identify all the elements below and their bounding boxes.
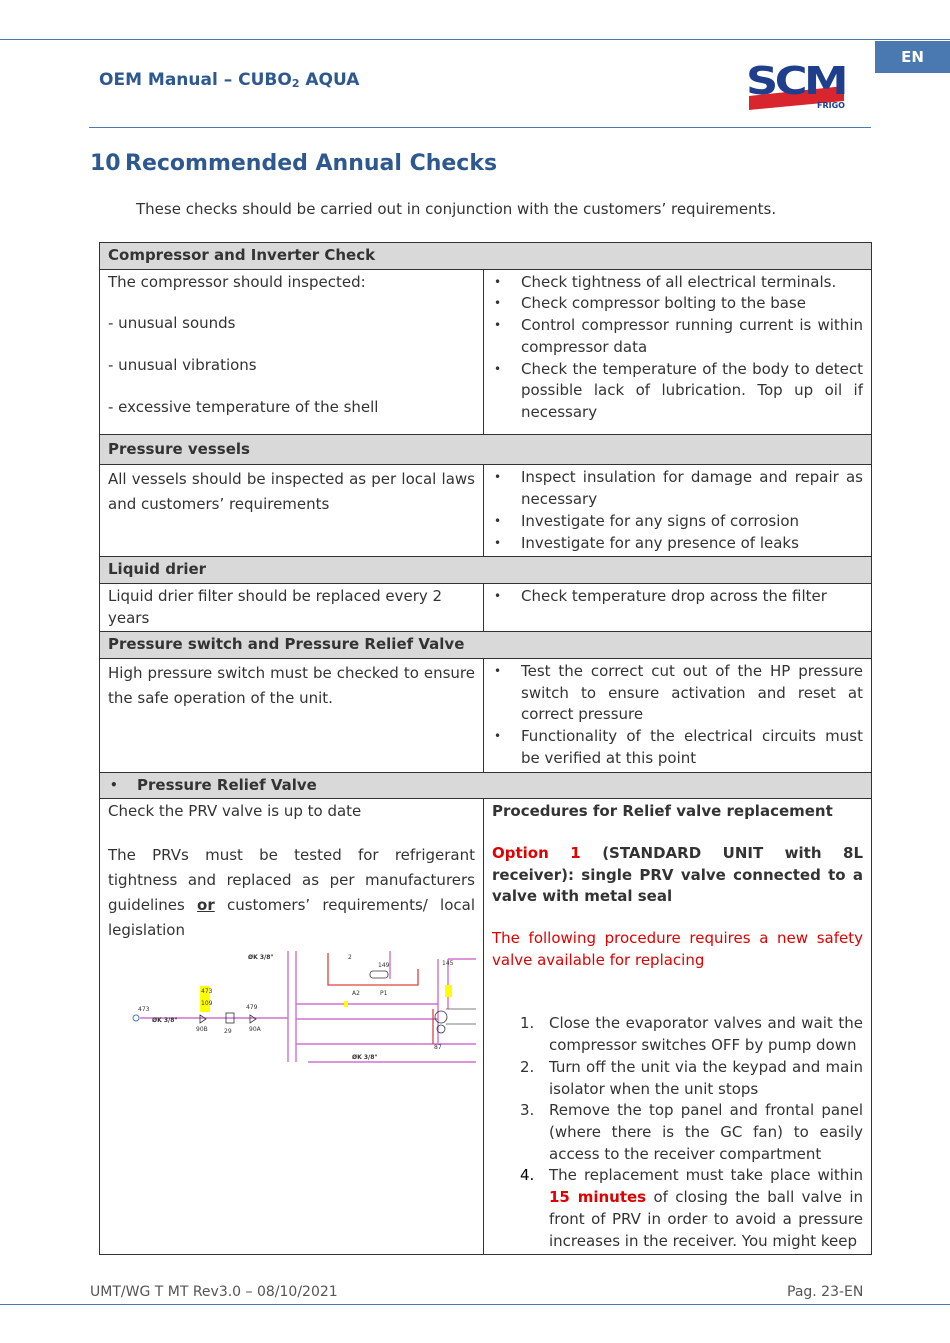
svg-text:A2: A2 xyxy=(352,989,360,997)
drier-right-cell xyxy=(484,583,872,631)
svg-text:ØK 3/8": ØK 3/8" xyxy=(352,1053,378,1061)
check-item: • Check compressor bolting to the base xyxy=(492,293,863,315)
pswitch-row xyxy=(100,659,872,773)
section-title: Recommended Annual Checks xyxy=(125,151,498,176)
drier-row xyxy=(100,583,872,631)
footer-rule xyxy=(0,1304,950,1305)
check-item: • Functionality of the electrical circuits must be verified at this point xyxy=(492,726,863,769)
prv-heading-row xyxy=(100,772,872,799)
language-tab: EN xyxy=(875,41,950,73)
pswitch-left-cell: High pressure switch must be checked to ensure the safe operation of the unit. xyxy=(100,659,484,773)
compressor-intro: The compressor should inspected: xyxy=(108,272,366,291)
drier-heading-row xyxy=(100,557,872,584)
time-limit: 15 minutes xyxy=(549,1188,647,1207)
svg-text:479: 479 xyxy=(246,1003,258,1011)
svg-text:90A: 90A xyxy=(249,1025,261,1033)
procedure-step: 3. Remove the top panel and frontal panel (where there is the GC fan) to easily access to the receiver compartment xyxy=(520,1101,863,1163)
svg-text:473: 473 xyxy=(201,987,213,995)
refrigeration-schematic xyxy=(108,949,476,1079)
vessels-heading-row xyxy=(100,434,872,465)
vessels-row xyxy=(100,465,872,557)
svg-text:87: 87 xyxy=(434,1043,442,1051)
section-intro: These checks should be carried out in conjunction with the customers’ requirements. xyxy=(136,200,777,218)
svg-text:90B: 90B xyxy=(196,1025,208,1033)
check-item: • Test the correct cut out of the HP pressure switch to ensure activation and reset at correct pressure xyxy=(492,661,863,726)
option-1-text: Option 1 (STANDARD UNIT with 8L receiver): single PRV valve connected to a valve with metal seal xyxy=(492,843,863,906)
footer-revision: UMT/WG T MT Rev3.0 – 08/10/2021 xyxy=(90,1284,338,1300)
header-rule xyxy=(89,127,871,128)
prv-check-text: Check the PRV valve is up to date xyxy=(108,802,362,821)
check-item: • Investigate for any presence of leaks xyxy=(492,533,863,555)
vessels-heading: Pressure vessels xyxy=(100,434,872,465)
prv-heading: • Pressure Relief Valve xyxy=(108,775,863,797)
check-item: • Check tightness of all electrical terminals. xyxy=(492,272,863,294)
compressor-right-cell xyxy=(484,269,872,434)
compressor-heading: Compressor and Inverter Check xyxy=(100,243,872,270)
top-rule xyxy=(0,39,950,40)
prv-test-text: The PRVs must be tested for refrigerant tightness and replaced as per manufacturers guidelines or customers’ requirements/ local legislation xyxy=(108,845,475,939)
compressor-item: - unusual sounds xyxy=(108,314,236,333)
pswitch-heading: Pressure switch and Pressure Relief Valve xyxy=(100,632,872,659)
svg-text:2: 2 xyxy=(348,953,352,961)
svg-text:145: 145 xyxy=(442,959,454,967)
procedure-steps xyxy=(492,1013,863,1252)
footer-page-number: Pag. 23-EN xyxy=(787,1284,864,1300)
svg-text:P1: P1 xyxy=(380,989,388,997)
svg-text:ØK 3/8": ØK 3/8" xyxy=(248,953,274,961)
annual-checks-table xyxy=(99,242,872,1255)
replacement-warning: The following procedure requires a new safety valve available for replacing xyxy=(492,929,863,969)
check-item: • Control compressor running current is within compressor data xyxy=(492,315,863,358)
section-number: 10 xyxy=(90,151,121,176)
prv-right-cell xyxy=(484,799,872,1255)
procedure-title: Procedures for Relief valve replacement xyxy=(492,802,833,821)
drier-left-cell: Liquid drier filter should be replaced every 2 years xyxy=(100,583,484,631)
compressor-row xyxy=(100,269,872,434)
compressor-left-cell xyxy=(100,269,484,434)
pswitch-heading-row xyxy=(100,632,872,659)
prv-row xyxy=(100,799,872,1255)
compressor-item: - excessive temperature of the shell xyxy=(108,397,379,416)
check-item: • Investigate for any signs of corrosion xyxy=(492,511,863,533)
option-1-label: Option 1 xyxy=(492,843,581,862)
pswitch-right-cell xyxy=(484,659,872,773)
svg-text:FRIGO: FRIGO xyxy=(817,101,845,110)
or-emphasis: or xyxy=(197,895,215,914)
compressor-item: - unusual vibrations xyxy=(108,356,257,375)
svg-text:109: 109 xyxy=(201,999,213,1007)
vessels-left-cell: All vessels should be inspected as per local laws and customers’ requirements xyxy=(100,465,484,557)
prv-heading-cell xyxy=(100,772,872,799)
drier-heading: Liquid drier xyxy=(100,557,872,584)
svg-text:ØK 3/8": ØK 3/8" xyxy=(152,1016,178,1024)
svg-text:SCM: SCM xyxy=(746,59,846,103)
vessels-right-cell xyxy=(484,465,872,557)
svg-text:473: 473 xyxy=(138,1005,150,1013)
procedure-step: 4. The replacement must take place within 15 minutes of closing the ball valve in front of PRV in order to avoid a pressure increases in the receiver. You might keep xyxy=(520,1166,863,1250)
check-item: • Check the temperature of the body to detect possible lack of lubrication. Top up oil if necessary xyxy=(492,359,863,424)
check-item: • Inspect insulation for damage and repair as necessary xyxy=(492,467,863,510)
prv-left-cell xyxy=(100,799,484,1255)
check-item: • Check temperature drop across the filter xyxy=(492,586,863,608)
procedure-step: 2. Turn off the unit via the keypad and main isolator when the unit stops xyxy=(520,1057,863,1098)
svg-text:149: 149 xyxy=(378,961,390,969)
svg-text:29: 29 xyxy=(224,1027,232,1035)
procedure-step: 1. Close the evaporator valves and wait the compressor switches OFF by pump down xyxy=(520,1014,863,1055)
compressor-heading-row xyxy=(100,243,872,270)
scm-frigo-logo xyxy=(745,56,848,114)
manual-title: OEM Manual – $CUBO_2$ AQUA xyxy=(99,70,360,90)
